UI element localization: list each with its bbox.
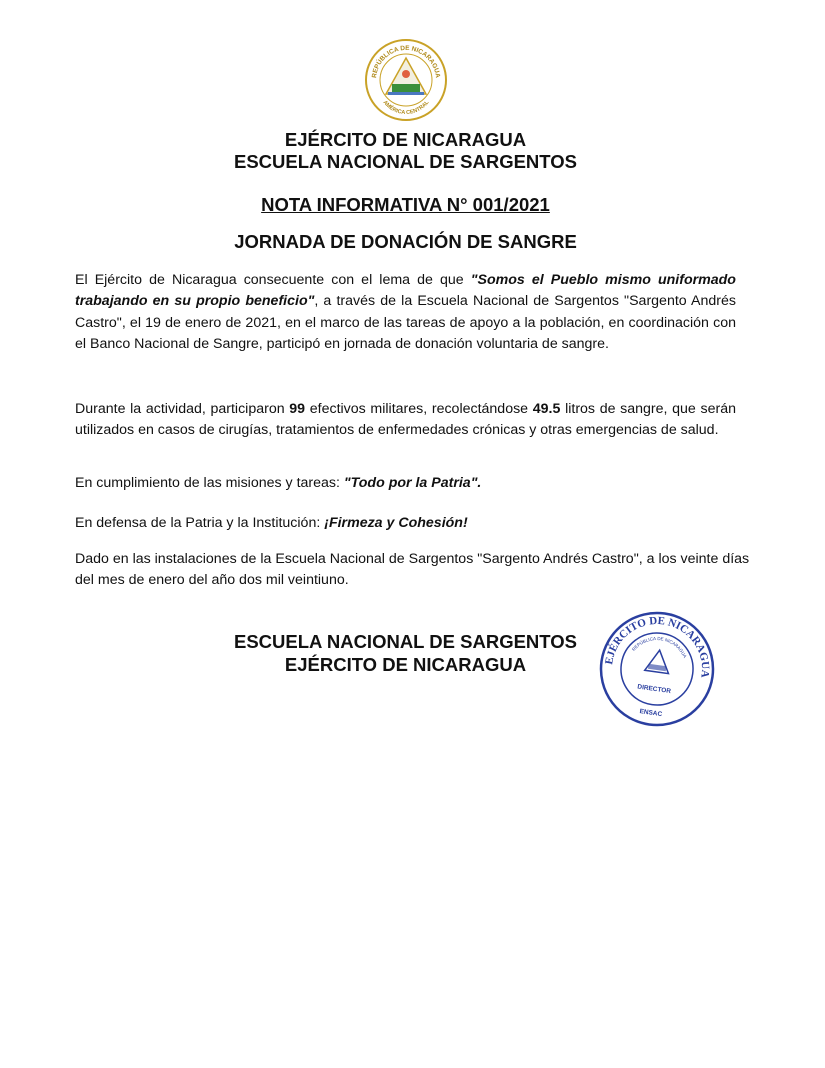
- signature-line-1: ESCUELA NACIONAL DE SARGENTOS: [234, 631, 577, 652]
- p3-text-a: En cumplimiento de las misiones y tareas:: [75, 475, 344, 491]
- seal-text-bottom: AMÉRICA CENTRAL: [381, 99, 431, 117]
- p1-text-a: El Ejército de Nicaragua consecuente con el lema de que: [75, 272, 471, 288]
- signature-line-2: EJÉRCITO DE NICARAGUA: [284, 654, 527, 675]
- paragraph-5: Dado en las instalaciones de la Escuela Nacional de Sargentos "Sargento Andrés Castro", a los veinte días del mes de enero del año dos mil veintiuno.: [75, 551, 750, 589]
- paragraph-3: [75, 473, 736, 494]
- stamp-ring-text: EJÉRCITO DE NICARAGUA: [603, 614, 712, 679]
- liters-collected: 49.5: [532, 401, 561, 417]
- stamp-unit-text: ENSAC: [639, 708, 663, 719]
- p4-motto: ¡Firmeza y Cohesión!: [324, 515, 468, 531]
- director-stamp-icon: [598, 610, 716, 728]
- stamp-role-text: DIRECTOR: [636, 683, 672, 696]
- svg-text:AMÉRICA CENTRAL: [382, 99, 431, 116]
- note-number-text: NOTA INFORMATIVA N° 001/2021: [261, 194, 550, 215]
- p2-text-b: efectivos militares, recolectándose: [305, 401, 533, 417]
- note-number: [0, 193, 811, 216]
- p1-text-b: , a través de la Escuela Nacional de Sargentos "Sargento Andrés Castro", el 19 de enero de 2021, en el marco de las tareas de apoyo a la población, en coordinación con el Banco Nacional de Sangre, participó en jornada de donación voluntaria de sangre.: [75, 293, 736, 352]
- p2-text-c: litros de sangre, que serán utilizados en casos de cirugías, tratamientos de enfermedades crónicas y otras emergencias de salud.: [75, 401, 736, 439]
- participant-count: 99: [289, 401, 306, 417]
- note-subject: JORNADA DE DONACIÓN DE SANGRE: [234, 231, 577, 252]
- school-title: ESCUELA NACIONAL DE SARGENTOS: [234, 151, 577, 172]
- national-seal-icon: [364, 38, 448, 122]
- stamp-inner-text: REPÚBLICA DE NICARAGUA: [630, 635, 688, 659]
- paragraph-4: [75, 513, 736, 534]
- svg-text:REPÚBLICA DE NICARAGUA: [631, 632, 690, 659]
- paragraph-2: [75, 399, 736, 442]
- p3-motto: "Todo por la Patria".: [343, 475, 482, 491]
- institution-title: EJÉRCITO DE NICARAGUA: [284, 129, 527, 150]
- seal-text-top: REPÚBLICA DE NICARAGUA: [371, 44, 441, 79]
- paragraph-1: [75, 270, 736, 355]
- p1-motto: "Somos el Pueblo mismo uniformado trabajando en su propio beneficio": [75, 272, 736, 310]
- p4-text-a: En defensa de la Patria y la Institución:: [75, 515, 325, 531]
- p2-text-a: Durante la actividad, participaron: [75, 401, 290, 417]
